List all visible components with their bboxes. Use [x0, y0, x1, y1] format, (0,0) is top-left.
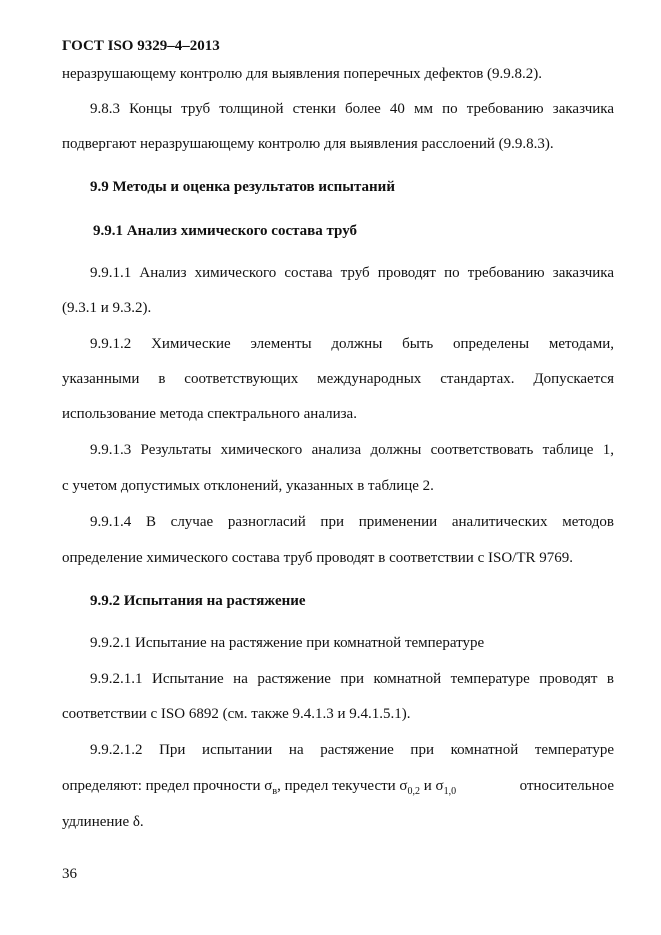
page-number: 36: [62, 866, 77, 882]
text-line: указанными в соответствующих международных стандартах. Допускается: [62, 371, 614, 387]
text-line: 9.9.1.1 Анализ химического состава труб проводят по требованию заказчика: [90, 265, 614, 281]
text-line: соответствии с ISO 6892 (см. также 9.4.1.3 и 9.4.1.5.1).: [62, 706, 411, 722]
document-header: ГОСТ ISO 9329–4–2013: [62, 38, 220, 54]
text-line: 9.9.2.1 Испытание на растяжение при комнатной температуре: [90, 635, 485, 651]
text-line: 9.9.2.1.1 Испытание на растяжение при комнатной температуре проводят в: [90, 671, 614, 687]
text-line: использование метода спектрального анализа.: [62, 406, 357, 422]
text-line: удлинение δ.: [62, 814, 144, 830]
text-line: 9.9.1.2 Химические элементы должны быть определены методами,: [90, 336, 614, 352]
section-heading: 9.9 Методы и оценка результатов испытаний: [90, 179, 395, 195]
subsection-heading: 9.9.1 Анализ химического состава труб: [93, 223, 358, 239]
text-fragment: относительное: [519, 778, 614, 794]
text-line: 9.9.1.3 Результаты химического анализа должны соответствовать таблице 1,: [90, 442, 614, 458]
subsection-heading: 9.9.2 Испытания на растяжение: [90, 593, 306, 609]
text-line: (9.3.1 и 9.3.2).: [62, 300, 152, 316]
text-line: с учетом допустимых отклонений, указанных в таблице 2.: [62, 478, 434, 494]
text-line: 9.9.1.4 В случае разногласий при применении аналитических методов: [90, 514, 614, 530]
text-fragment: определяют: предел прочности $\sigma_в$, предел текучести $\sigma_{0,2}$ и $\sigma_{1,0}$: [62, 778, 457, 797]
text-line: неразрушающему контролю для выявления поперечных дефектов (9.9.8.2).: [62, 66, 543, 82]
text-line-with-symbols: [62, 777, 614, 801]
text-line: подвергают неразрушающему контролю для выявления расслоений (9.9.8.3).: [62, 136, 554, 152]
text-line: определение химического состава труб проводят в соответствии с ISO/TR 9769.: [62, 550, 573, 566]
text-line: 9.8.3 Концы труб толщиной стенки более 40 мм по требованию заказчика: [90, 101, 614, 117]
text-line: 9.9.2.1.2 При испытании на растяжение при комнатной температуре: [90, 742, 614, 758]
